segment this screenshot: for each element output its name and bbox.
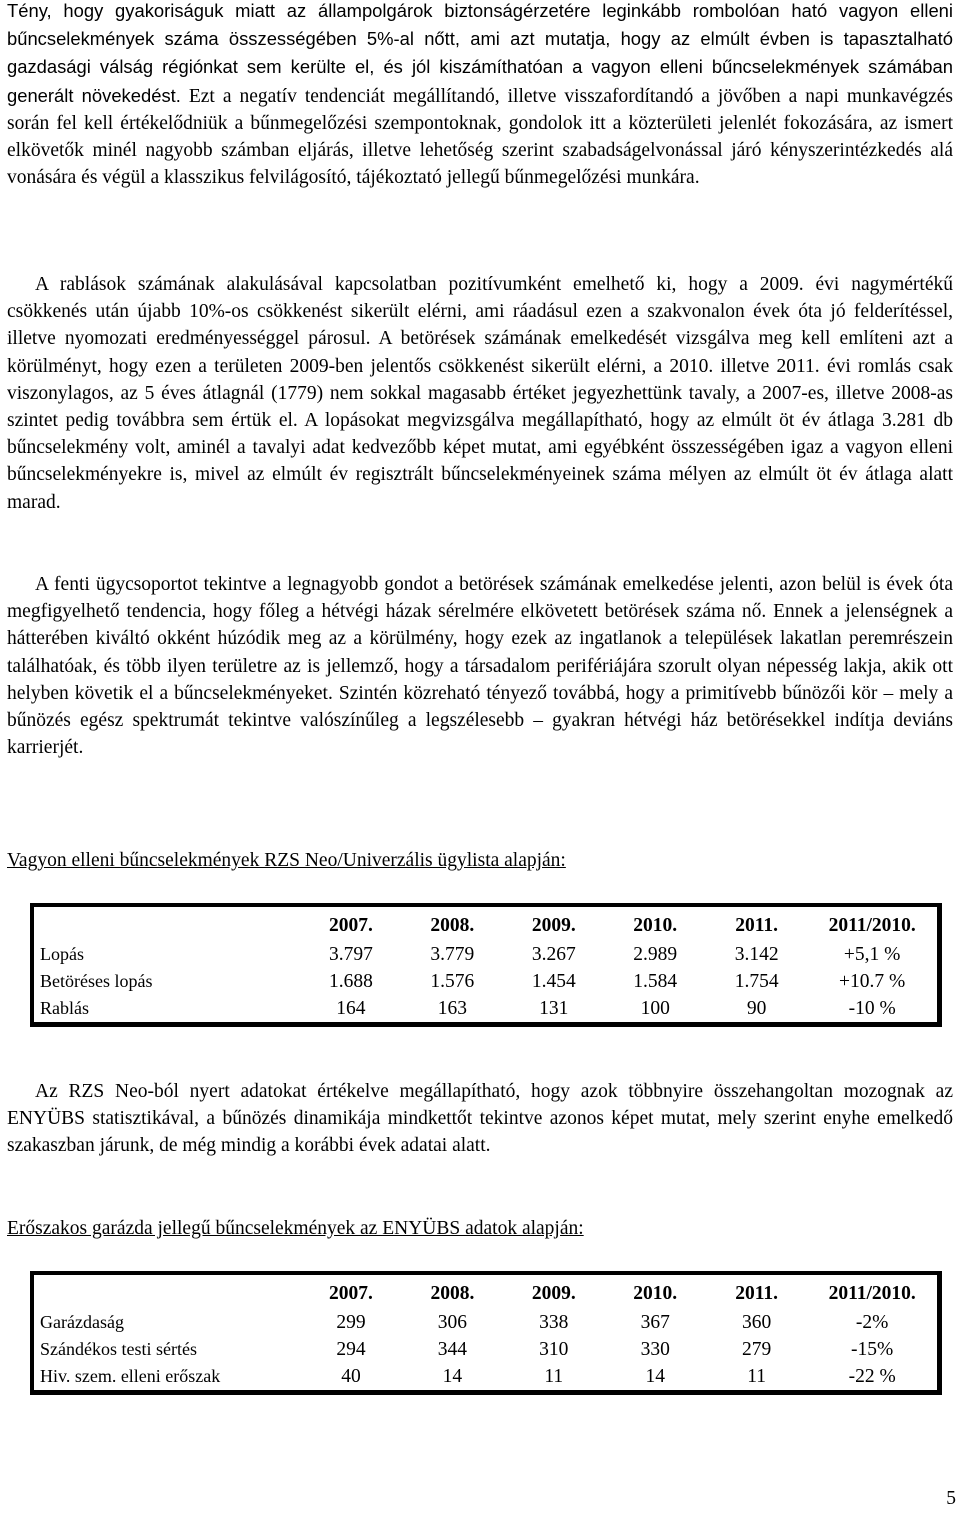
table-cell: 3.797: [328, 943, 373, 965]
table-cell: 310: [539, 1338, 569, 1360]
table-header-cell: 2011.: [735, 1283, 779, 1304]
table-header-cell: [32, 1273, 300, 1309]
table-cell: -22 %: [848, 1365, 896, 1387]
table-header-cell: 2008.: [430, 1283, 475, 1304]
table-cell: 11: [544, 1365, 564, 1387]
table1-title: Vagyon elleni bűncselekmények RZS Neo/Univerzális ügylista alapján:: [7, 850, 566, 871]
row-label: Hiv. szem. elleni erőszak: [40, 1366, 221, 1386]
table-row: [32, 995, 940, 1025]
paragraph-rzs-neo-evaluation: Az RZS Neo-ból nyert adatokat értékelve megállapítható, hogy azok többnyire összehangoltan mozognak az ENYÜBS statisztikával, a bűnözés dinamikája mindkettőt tekintve azonos képet mutat, mely szerint enyhe emelkedő szakaszban járunk, de még mindig a korábbi évek adatai alatt.: [7, 1081, 953, 1157]
paragraph-property-crime-trend-part2: Ezt a negatív tendenciát megállítandó, illetve visszafordítandó a jövőben a napi munkavégzés során fel kell értékelődniük a bűnmegelőzési szempontoknak, gondolok itt a közterületi jelenlét fokozására, az ismert elkövetők minél nagyobb számban eljárás, illetve lehetőség szerint szabadságelvonással járó kényszerintézkedés alá vonására és végül a klasszikus felvilágosító, tájékoztató jellegű bűnmegelőzési munkára.: [7, 85, 953, 189]
table-cell: 360: [742, 1311, 772, 1333]
table-cell: 299: [336, 1311, 366, 1333]
table-cell: 90: [746, 997, 767, 1019]
table-header-cell: 2007.: [328, 915, 373, 936]
table-header-cell: 2007.: [329, 1283, 373, 1304]
table-row: [32, 941, 940, 968]
table-header-cell: 2009.: [531, 915, 576, 936]
table-cell: +5,1 %: [843, 943, 901, 965]
row-label: Betöréses lopás: [40, 971, 153, 991]
table-cell: 14: [442, 1365, 463, 1387]
table-cell: 1.584: [633, 970, 678, 992]
table-cell: 14: [645, 1365, 665, 1387]
table-cell: 367: [640, 1311, 670, 1333]
table-row: [32, 968, 940, 995]
table-header-cell: 2011.: [735, 915, 779, 936]
table-cell: 279: [742, 1338, 772, 1360]
property-crime-table: [30, 903, 942, 1027]
table-cell: 306: [437, 1311, 467, 1333]
table-cell: 330: [640, 1338, 670, 1360]
table-cell: 1.454: [531, 970, 576, 992]
table-cell: 163: [437, 997, 467, 1019]
table-cell: 11: [747, 1365, 767, 1387]
table-cell: 1.754: [734, 970, 779, 992]
table-header-cell: 2011/2010.: [828, 915, 916, 936]
table-row: [32, 1336, 940, 1363]
table-header-cell: 2011/2010.: [828, 1283, 916, 1304]
table-cell: -2%: [855, 1311, 889, 1333]
table-row: [32, 1309, 940, 1336]
page-number: 5: [946, 1488, 956, 1509]
paragraph-robbery-analysis: A rablások számának alakulásával kapcsolatban pozitívumként emelhető ki, hogy a 2009. évi nagymértékű csökkenés után újabb 10%-os csökkenést sikerült elérni, ami ráadásul ezen a szakvonalon évek óta jó felderítéssel, illetve nyomozati eredményességgel párosul. A betörések számának emelkedését vizsgálva meg kell említeni azt a körülményt, hogy ezen a területen 2009-ben jelentős csökkenést sikerült elérni, a 2010. illetve 2011. évi romlás csak viszonylagos, az 5 éves átlagnál (1779) nem sokkal magasabb értéket jegyezhettünk tavaly, a 2007-es, illetve 2008-as szintet pedig továbbra sem értük el. A lopásokat megvizsgálva megállapítható, hogy az elmúlt öt év átlaga 3.281 db bűncselekmény volt, aminél a tavalyi adat kedvezőbb képet mutat, ami egyébként összességében igaz a vagyon elleni bűncselekményekre is, mivel az elmúlt év regisztrált bűncselekményeinek száma mélyen az elmúlt öt év átlaga alatt marad.: [7, 274, 953, 513]
table-cell: 2.989: [633, 943, 678, 965]
table-cell: 1.688: [328, 970, 373, 992]
paragraph-property-crime-trend-part1: Tény, hogy gyakoriságuk miatt az állampolgárok biztonságérzetére leginkább rombolóan ható vagyon elleni bűncselekmények száma összességében 5%-al nőtt, ami azt mutatja, hogy az elmúlt évben is tapasztalható gazdasági válság régiónkat sem kerülte el, és jól kiszámíthatóan a vagyon elleni bűncselekmények számában generált növekedést.: [7, 0, 953, 106]
row-label: Rablás: [40, 998, 89, 1018]
table-header-row: [32, 905, 940, 941]
table-cell: -10 %: [848, 997, 896, 1019]
table-cell: 164: [336, 997, 366, 1019]
table-header-cell: 2008.: [430, 915, 475, 936]
row-label: Garázdaság: [40, 1312, 124, 1332]
table-cell: 100: [640, 997, 670, 1019]
table-cell: 3.779: [430, 943, 475, 965]
table-header-row: [32, 1273, 940, 1309]
table-cell: 1.576: [430, 970, 475, 992]
table-header-cell: 2010.: [633, 1283, 678, 1304]
table-cell: 131: [539, 997, 569, 1019]
table-cell: 3.267: [531, 943, 576, 965]
table-row: [32, 1363, 940, 1393]
table2-title: Erőszakos garázda jellegű bűncselekmények az ENYÜBS adatok alapján:: [7, 1218, 584, 1239]
table-cell: 344: [437, 1338, 467, 1360]
paragraph-burglary-analysis: A fenti ügycsoportot tekintve a legnagyobb gondot a betörések számának emelkedése jelenti, azon belül is évek óta megfigyelhető tendencia, hogy főleg a hétvégi házak sérelmére elkövetett betörések száma nő. Ennek a jelenségnek a hátterében kiváltó okként húzódik meg az a körülmény, hogy ezek az ingatlanok a települések lakatlan peremrészein találhatóak, és több ilyen területre az is jellemző, hogy a társadalom perifériájára szorult olyan népesség lakja, akik ott helyben követik el a bűncselekményeket. Szintén közreható tényező továbbá, hogy a primitívebb bűnözői kör – mely a bűnözés egész spektrumát tekintve valószínűleg a legszélesebb – gyakran hétvégi ház betörésekkel indítja deviáns karrierjét.: [7, 574, 953, 759]
table-cell: 40: [341, 1365, 361, 1387]
table-header-cell: 2010.: [633, 915, 678, 936]
table-cell: +10.7 %: [839, 970, 906, 992]
violent-crime-table: [30, 1271, 942, 1395]
row-label: Lopás: [40, 944, 84, 964]
paragraph-property-crime-trend: [7, 0, 953, 191]
table-header-cell: [32, 905, 300, 941]
table-cell: 3.142: [734, 943, 779, 965]
row-label: Szándékos testi sértés: [40, 1339, 197, 1359]
table-cell: 294: [336, 1338, 366, 1360]
table-cell: 338: [539, 1311, 569, 1333]
table-cell: -15%: [851, 1338, 894, 1360]
table-header-cell: 2009.: [531, 1283, 576, 1304]
